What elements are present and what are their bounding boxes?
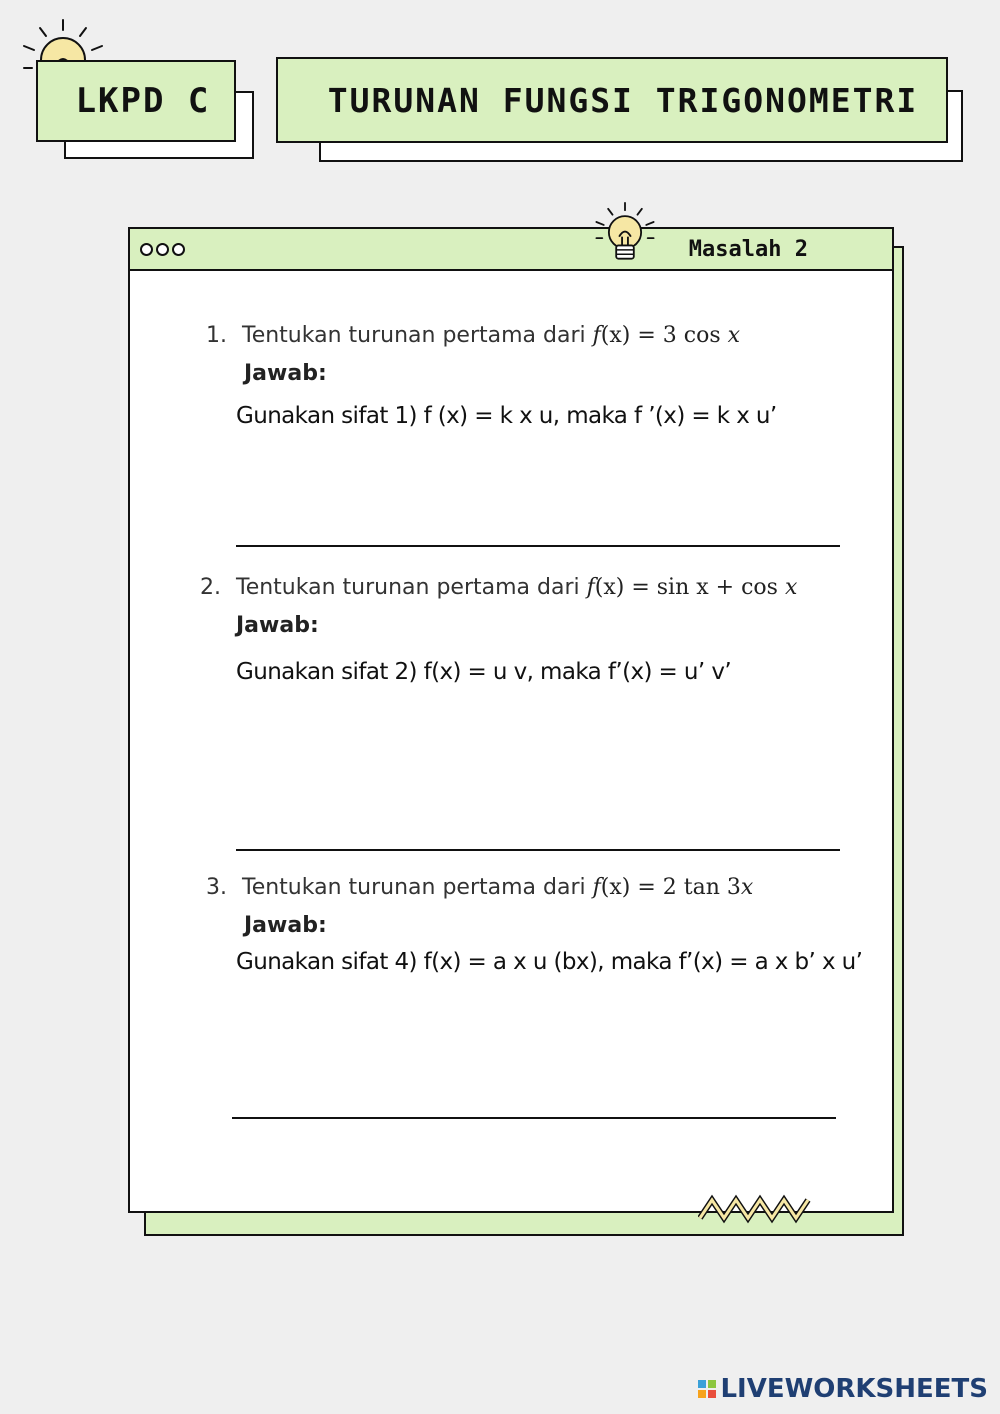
question-prompt: Tentukan turunan pertama dari: [236, 575, 580, 600]
brand-logo-icon: [698, 1380, 716, 1398]
lkpd-tag: [36, 60, 236, 142]
question-formula: f(x) = sin x + cos x: [586, 575, 798, 600]
answer-label: Jawab:: [236, 613, 319, 638]
question-number: 1.: [206, 323, 227, 348]
answer-line[interactable]: [236, 849, 840, 851]
window-dot: [156, 243, 169, 256]
window-dot: [140, 243, 153, 256]
question-prompt: Tentukan turunan pertama dari: [242, 875, 586, 900]
question-3: [206, 875, 753, 900]
worksheet-card: [128, 227, 894, 1213]
answer-label: Jawab:: [244, 361, 327, 386]
brand-name: LIVEWORKSHEETS: [720, 1374, 988, 1404]
zigzag-decoration: [698, 1194, 814, 1228]
lkpd-tag-label: LKPD C: [75, 81, 211, 121]
answer-line[interactable]: [232, 1117, 836, 1119]
question-prompt: Tentukan turunan pertama dari: [242, 323, 586, 348]
footer-logo[interactable]: [698, 1374, 988, 1404]
question-number: 3.: [206, 875, 227, 900]
page-title: TURUNAN FUNGSI TRIGONOMETRI: [327, 80, 919, 120]
masalah-label: Masalah 2: [688, 237, 808, 262]
hint-text: Gunakan sifat 1) f (x) = k x u, maka f ’(x) = k x u’: [236, 403, 777, 429]
question-formula: f(x) = 3 cos x: [592, 323, 741, 348]
page-title-box: [276, 57, 948, 143]
card-header: [130, 229, 892, 271]
answer-label: Jawab:: [244, 913, 327, 938]
question-2: [200, 575, 797, 600]
answer-line[interactable]: [236, 545, 840, 547]
question-number: 2.: [200, 575, 221, 600]
hint-text: Gunakan sifat 2) f(x) = u v, maka f’(x) = u’ v’: [236, 659, 732, 685]
question-formula: f(x) = 2 tan 3x: [592, 875, 754, 900]
lightbulb-icon: [592, 198, 658, 268]
question-1: [206, 323, 740, 348]
hint-text: Gunakan sifat 4) f(x) = a x u (bx), maka f’(x) = a x b’ x u’: [236, 949, 863, 975]
window-dot: [172, 243, 185, 256]
